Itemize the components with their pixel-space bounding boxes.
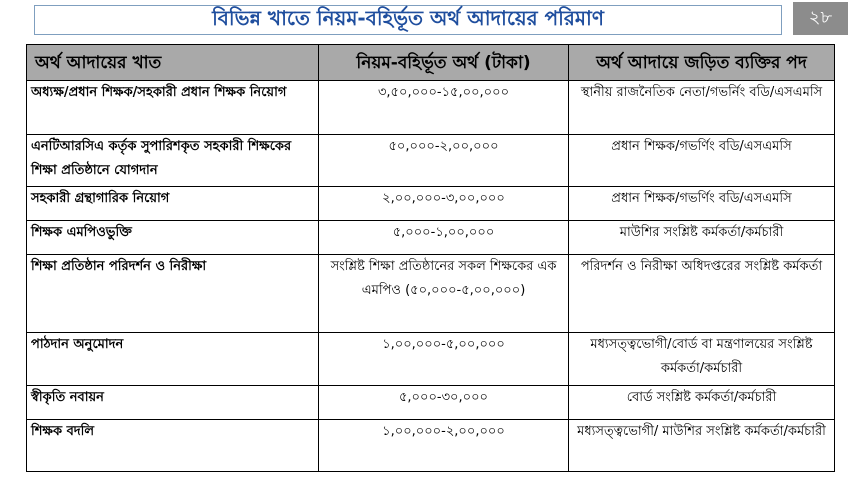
header-amount: নিয়ম-বহির্ভূত অর্থ (টাকা)	[319, 45, 569, 81]
cell-person: প্রধান শিক্ষক/গভর্ণিং বডি/এসএমসি	[569, 187, 835, 221]
header-sector: অর্থ আদায়ের খাত	[27, 45, 319, 81]
cell-amount: ৫,০০০-৩০,০০০	[319, 386, 569, 420]
cell-person: স্থানীয় রাজনৈতিক নেতা/গভর্নিং বডি/এসএমসি	[569, 81, 835, 135]
cell-sector: শিক্ষা প্রতিষ্ঠান পরিদর্শন ও নিরীক্ষা	[27, 255, 319, 333]
table-row	[27, 81, 835, 135]
table-header-row	[27, 45, 835, 81]
slide-title	[34, 5, 782, 35]
cell-sector: স্বীকৃতি নবায়ন	[27, 386, 319, 420]
slide-title-text: বিভিন্ন খাতে নিয়ম-বহির্ভূত অর্থ আদায়ের পরিমাণ	[212, 5, 604, 30]
cell-person: মাউশির সংশ্লিষ্ট কর্মকর্তা/কর্মচারী	[569, 221, 835, 255]
table-row	[27, 420, 835, 472]
page-number: ২৮	[808, 7, 833, 28]
cell-amount: ২,০০,০০০-৩,০০,০০০	[319, 187, 569, 221]
cell-amount: সংশ্লিষ্ট শিক্ষা প্রতিষ্ঠানের সকল শিক্ষকের এক এমপিও (৫০,০০০-৫,০০,০০০)	[319, 255, 569, 333]
cell-sector: এনটিআরসিএ কর্তৃক সুপারিশকৃত সহকারী শিক্ষকের শিক্ষা প্রতিষ্ঠানে যোগদান	[27, 135, 319, 187]
cell-person: পরিদর্শন ও নিরীক্ষা অধিদপ্তরের সংশ্লিষ্ট কর্মকর্তা	[569, 255, 835, 333]
cell-sector: অধ্যক্ষ/প্রধান শিক্ষক/সহকারী প্রধান শিক্ষক নিয়োগ	[27, 81, 319, 135]
table-row	[27, 187, 835, 221]
cell-sector: শিক্ষক বদলি	[27, 420, 319, 472]
cell-person: মধ্যসত্ত্বভোগী/ মাউশির সংশ্লিষ্ট কর্মকর্তা/কর্মচারী	[569, 420, 835, 472]
header-person: অর্থ আদায়ে জড়িত ব্যক্তির পদ	[569, 45, 835, 81]
cell-person: বোর্ড সংশ্লিষ্ট কর্মকর্তা/কর্মচারী	[569, 386, 835, 420]
page-number-badge	[793, 2, 848, 35]
cell-sector: শিক্ষক এমপিওভুক্তি	[27, 221, 319, 255]
table-row	[27, 255, 835, 333]
table-row	[27, 386, 835, 420]
cell-sector: সহকারী গ্রন্থাগারিক নিয়োগ	[27, 187, 319, 221]
cell-amount: ৫,০০০-১,০০,০০০	[319, 221, 569, 255]
table-row	[27, 135, 835, 187]
cell-person: প্রধান শিক্ষক/গভর্ণিং বডি/এসএমসি	[569, 135, 835, 187]
cell-amount: ১,০০,০০০-২,০০,০০০	[319, 420, 569, 472]
table-row	[27, 221, 835, 255]
payments-table	[26, 44, 835, 472]
cell-person: মধ্যসত্ত্বভোগী/বোর্ড বা মন্ত্রণালয়ের সংশ্লিষ্ট কর্মকর্তা/কর্মচারী	[569, 333, 835, 386]
cell-amount: ১,০০,০০০-৫,০০,০০০	[319, 333, 569, 386]
cell-sector: পাঠদান অনুমোদন	[27, 333, 319, 386]
table-row	[27, 333, 835, 386]
cell-amount: ৩,৫০,০০০-১৫,০০,০০০	[319, 81, 569, 135]
cell-amount: ৫০,০০০-২,০০,০০০	[319, 135, 569, 187]
